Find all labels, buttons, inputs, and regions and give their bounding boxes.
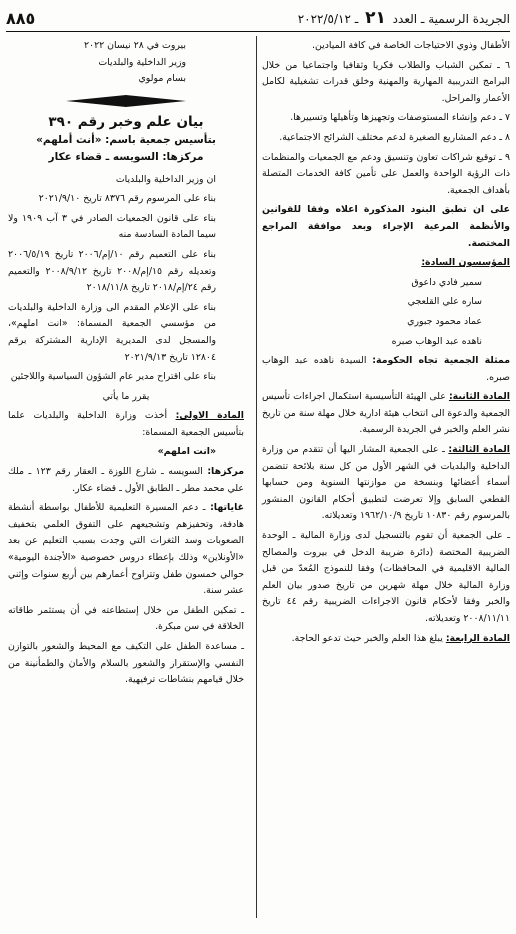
association-headquarters <box>8 464 244 497</box>
page-header <box>6 6 510 28</box>
government-representative <box>262 353 510 386</box>
gazette-name: الجريدة الرسمية ـ العدد <box>392 12 510 26</box>
column-divider <box>256 36 257 918</box>
founder-name: ساره علي القلعجي <box>407 296 482 308</box>
headquarters-address: السويسه ـ شارع اللوزة ـ العقار رقم ١٢٣ ـ ملك علي محمد مطر ـ الطابق الأول ـ قضاء عكار. <box>8 466 244 494</box>
right-column <box>262 38 510 650</box>
goal-item-2: ـ تمكين الطفل من خلال إستطاعته في أن يستثمر طاقاته الخلاقة في سن مبكرة. <box>8 604 244 633</box>
recital-law: بناء على قانون الجمعيات الصادر في ٣ آب ١٩٠٩ ولا سيما المادة السادسة منه <box>8 212 217 241</box>
goal-continuation: الأطفال وذوي الاحتياجات الخاصة في كافة الميادين. <box>312 40 510 51</box>
article-4 <box>262 631 510 648</box>
recital-decree: بناء على المرسوم رقم ٨٣٧٦ تاريخ ٢٠٢١/٩/١٠ <box>38 193 216 205</box>
recital-circulars: بناء على التعميم رقم ١٠/إم/٢٠٠٦ تاريخ ٢٠٠٦/٥/١٩ وتعديله رقم ١٥/إم/٢٠٠٨ تاريخ ٢٠٠٨/٩/١٢ والتعميم رقم ٢٤/إم/٢٠١٨ تاريخ ٢٠١٨/١١/٨ <box>8 248 216 294</box>
notice-subtitle: بتأسيس جمعية باسم: «أنت أملهم» <box>36 134 216 147</box>
notice-title: بيان علم وخبر رقم ٣٩٠ <box>48 113 204 130</box>
association-name: «انت املهم» <box>157 446 216 458</box>
founder-name: سمير فادي داعوق <box>411 276 482 288</box>
article-2 <box>262 389 510 439</box>
goals-label: غاياتها: <box>210 502 245 514</box>
left-column <box>8 38 244 692</box>
representative-label: ممثلة الجمعية تجاه الحكومة: <box>372 355 510 367</box>
page-number: ٨٨٥ <box>6 9 36 28</box>
article-4-text: يبلغ هذا العلم والخبر حيث تدعو الحاجة. <box>291 632 443 644</box>
issue-date: ـ ٢٠٢٢/٥/١٢ <box>297 12 359 26</box>
goal-item-6: ٦ ـ تمكين الشباب والطلاب فكريا وثقافيا واجتماعيا من خلال البرامج التدريبية المهارية والمهنية وخلق قدرات تشغيلية لكامل الأعمار والمراحل. <box>262 59 510 104</box>
decision-heading: يقرر ما يأتي <box>102 390 150 402</box>
article-2-text: على الهيئة التأسيسية استكمال اجراءات تأسيس الجمعية والدعوة الى انتخاب هيئة ادارية خلال مهلة سنة من تاريخ نشر العلم والخبر في الجريدة الرسمية. <box>262 391 510 436</box>
article-2-label: المادة الثانية: <box>448 391 511 403</box>
article-1-text: أخذت وزارة الداخلية والبلديات علما بتأسيس الجمعية المسماة: <box>8 410 244 438</box>
article-3-label: المادة الثالثة: <box>448 444 510 456</box>
section-divider-ornament <box>66 94 186 108</box>
header-rule <box>6 31 510 32</box>
signature-place-date: بيروت في ٢٨ نيسان ٢٠٢٢ <box>84 40 186 51</box>
goal-item-8: ٨ ـ دعم المشاريع الصغيرة لدعم مختلف الشرائح الاجتماعية. <box>279 131 510 143</box>
gazette-issue-line <box>298 8 510 28</box>
founders-label: المؤسسون السادة: <box>421 257 510 269</box>
article-3 <box>262 442 510 525</box>
representative-name: السيدة ناهده عبد الوهاب صبره. <box>262 355 510 383</box>
article-3-text: ـ على الجمعية المشار اليها أن تتقدم من وزارة الداخلية والبلديات في الشهر الأول من كل سنة بلائحة تتضمن أسماء أعضائها وبنسخة من موازنتها السنوية ومن حسابها القطعي السابق وإلا تعرضت لتطبيق أحكام القانون المنشور بالمرسوم رقم ١٠٨٣٠ تاريخ ١٩٦٢/١٠/٩ وتعديلاته. <box>262 444 510 522</box>
goal-item-1: ـ دعم المسيرة التعليمية للأطفال بواسطة أنشطة هادفة، وتحفيزهم وتشجيعهم على التفوق العلمي بتخفيف الصعوبات وسد الثغرات التي وجدت بسبب التعليم عن بعد «الأونلاين» وذلك بإعطاء دروس خصوصية «الأجندة اليومية» حوالي خمسون طفل وتتراوح أعمارهم بين أربع سنوات وإثني عشر سنة. <box>8 502 244 597</box>
compliance-clause: على ان تطبق البنود المذكورة اعلاه وفقا للقوانين والأنظمة المرعية الإجراء وبعد موافقة المراجع المختصة. <box>262 204 510 249</box>
signature-name: بسام مولوي <box>138 73 186 85</box>
notice-headquarters: مركزها: السويسه ـ قضاء عكار <box>48 150 204 163</box>
goals <box>8 500 244 600</box>
signature-title: وزير الداخلية والبلديات <box>98 56 186 68</box>
goal-item-9: ٩ ـ توقيع شراكات تعاون وتنسيق ودعم مع الجمعيات والمنظمات ذات الرؤية الواحدة والعمل على تأمين كافة الخدمات المتصلة بأهداف الجمعية. <box>262 151 510 196</box>
goal-item-3: ـ مساعدة الطفل على التكيف مع المحيط والشعور بالتوازن النفسي والإستقرار والشعور بالسلام والأمان والطمأنينة من خلال قيامهم بنشاطات ترفيهية. <box>8 641 244 686</box>
founder-name: عماد محمود جبوري <box>407 315 482 327</box>
article-1 <box>8 408 244 441</box>
article-1-label: المادة الاولى: <box>175 410 244 422</box>
goal-item-7: ٧ ـ دعم وإنشاء المستوصفات وتجهيزها وتأهيلها وتسييرها. <box>290 112 510 124</box>
headquarters-label: مركزها: <box>207 466 245 478</box>
recital-notification: بناء على الإعلام المقدم الى وزارة الداخلية والبلديات من مؤسسي الجمعية المسماة: «انت املهم»، والمسجل لدى المديرية الإدارية المشتركة برقم ١٢٨٠٤ تاريخ ٢٠٢١/٩/١٣ <box>8 301 216 363</box>
recital-proposal: بناء على اقتراح مدير عام الشؤون السياسية واللاجئين <box>10 371 216 383</box>
founder-name: ناهده عبد الوهاب صبره <box>391 335 482 347</box>
article-3-tax-registration: ـ على الجمعية أن تقوم بالتسجيل لدى وزارة المالية ـ الوحدة الضريبية المختصة (دائرة ضريبة الدخل في بيروت والمصالح المالية الاقليمية في المحافظات) وفقا للنموذج المُعدّ من قبل وزارة المالية خلال مهلة شهرين من تاريخ صدور بيان العلم والخبر وفقا لأحكام قانون الاجراءات الضريبية رقم ٤٤ تاريخ ٢٠٠٨/١١/١١ وتعديلاته. <box>262 530 510 624</box>
issue-number: ٢١ <box>365 8 386 28</box>
article-4-label: المادة الرابعة: <box>445 632 510 644</box>
intro-line: ان وزير الداخلية والبلديات <box>115 173 216 185</box>
